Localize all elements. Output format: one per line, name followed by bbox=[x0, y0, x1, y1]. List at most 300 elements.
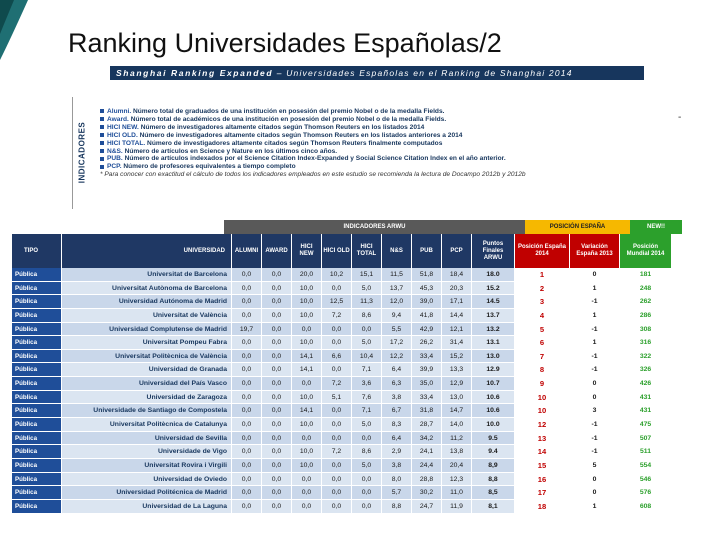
table-row bbox=[12, 500, 682, 514]
cell-tipo: Pública bbox=[12, 459, 62, 473]
cell-alumni: 0,0 bbox=[232, 500, 262, 514]
cell-pos-mundial: 546 bbox=[620, 473, 672, 487]
cell-tipo: Pública bbox=[12, 295, 62, 309]
cell-ns: 6,4 bbox=[382, 363, 412, 377]
cell-hici-old: 0,0 bbox=[322, 282, 352, 296]
legend-text: Número de investigadores altamente citados según Thomson Reuters en los listados anteriores a 2014 bbox=[137, 131, 463, 139]
cell-pub: 35,0 bbox=[412, 377, 442, 391]
cell-ns: 3,8 bbox=[382, 459, 412, 473]
legend-text: Número de investigadores altamente citados según Thomson Reuters finalmente computados bbox=[145, 139, 443, 147]
table-row bbox=[12, 486, 682, 500]
legend-bullet-icon bbox=[100, 141, 104, 145]
legend-side-text: INDICADORES bbox=[77, 121, 87, 184]
table-row bbox=[12, 377, 682, 391]
legend-bullet-icon bbox=[100, 157, 104, 161]
col-header-pos-mundial: Posición Mundial 2014 bbox=[620, 234, 672, 268]
cell-hici-total: 8,6 bbox=[352, 445, 382, 459]
banner-subtitle-text: – Universidades Españolas en el Ranking de Shanghai 2014 bbox=[273, 68, 573, 78]
cell-alumni: 0,0 bbox=[232, 350, 262, 364]
cell-ns: 6,4 bbox=[382, 432, 412, 446]
cell-pos-mundial: 181 bbox=[620, 268, 672, 282]
cell-puntos: 9.4 bbox=[472, 445, 515, 459]
cell-puntos: 10.0 bbox=[472, 418, 515, 432]
cell-pcp: 13,3 bbox=[442, 363, 472, 377]
col-header-puntos: Puntos Finales ARWU bbox=[472, 234, 515, 268]
cell-ns: 13,7 bbox=[382, 282, 412, 296]
cell-pub: 33,4 bbox=[412, 350, 442, 364]
table-row bbox=[12, 323, 682, 337]
cell-hici-new: 14,1 bbox=[292, 404, 322, 418]
cell-hici-total: 7,1 bbox=[352, 363, 382, 377]
cell-hici-total: 10,4 bbox=[352, 350, 382, 364]
legend-text: Número de profesores equivalentes a tiempo completo bbox=[121, 163, 296, 171]
cell-pos-mundial: 608 bbox=[620, 500, 672, 514]
cell-pos-espana: 10 bbox=[515, 391, 570, 405]
col-header-pub: PUB bbox=[412, 234, 442, 268]
cell-puntos: 12.9 bbox=[472, 363, 515, 377]
cell-pos-espana: 1 bbox=[515, 268, 570, 282]
cell-pos-espana: 5 bbox=[515, 323, 570, 337]
cell-hici-old: 0,0 bbox=[322, 500, 352, 514]
legend-item bbox=[100, 155, 580, 163]
legend-text: Número total de graduados de una institución en posesión del premio Nobel o de la medalla Fields. bbox=[131, 108, 445, 115]
cell-pcp: 13,8 bbox=[442, 445, 472, 459]
cell-tipo: Pública bbox=[12, 323, 62, 337]
cell-tipo: Pública bbox=[12, 309, 62, 323]
cell-pos-espana: 18 bbox=[515, 500, 570, 514]
cell-hici-old: 0,0 bbox=[322, 432, 352, 446]
cell-puntos: 13.1 bbox=[472, 336, 515, 350]
cell-pcp: 14,0 bbox=[442, 418, 472, 432]
table-row bbox=[12, 350, 682, 364]
cell-award: 0,0 bbox=[262, 459, 292, 473]
cell-puntos: 8,9 bbox=[472, 459, 515, 473]
cell-pub: 26,2 bbox=[412, 336, 442, 350]
slide-corner-decoration bbox=[0, 0, 40, 70]
legend-note: * Para conocer con exactitud el cálculo de todos los indicadores empleados en este estudio se recomienda la lectura de Docampo 2012b y 2012b bbox=[100, 171, 526, 179]
cell-puntos: 10.6 bbox=[472, 404, 515, 418]
cell-puntos: 13.2 bbox=[472, 323, 515, 337]
cell-pub: 34,2 bbox=[412, 432, 442, 446]
cell-alumni: 0,0 bbox=[232, 377, 262, 391]
cell-award: 0,0 bbox=[262, 268, 292, 282]
cell-variacion: 0 bbox=[570, 391, 620, 405]
legend-item bbox=[100, 140, 580, 148]
cell-hici-new: 20,0 bbox=[292, 268, 322, 282]
cell-universidad: Universidade de Santiago de Compostela bbox=[62, 404, 232, 418]
cell-variacion: 0 bbox=[570, 377, 620, 391]
cell-award: 0,0 bbox=[262, 323, 292, 337]
cell-pos-espana: 15 bbox=[515, 459, 570, 473]
cell-pos-mundial: 322 bbox=[620, 350, 672, 364]
cell-universidad: Universitat de Barcelona bbox=[62, 268, 232, 282]
col-header-hici-total: HICI TOTAL bbox=[352, 234, 382, 268]
cell-alumni: 0,0 bbox=[232, 445, 262, 459]
cell-universidad: Universitat Autònoma de Barcelona bbox=[62, 282, 232, 296]
cell-pos-mundial: 316 bbox=[620, 336, 672, 350]
cell-ns: 5,7 bbox=[382, 486, 412, 500]
cell-universidad: Universidad de Sevilla bbox=[62, 432, 232, 446]
cell-alumni: 0,0 bbox=[232, 418, 262, 432]
table-row bbox=[12, 391, 682, 405]
cell-alumni: 0,0 bbox=[232, 404, 262, 418]
table-row bbox=[12, 445, 682, 459]
table-row bbox=[12, 295, 682, 309]
table-row bbox=[12, 268, 682, 282]
cell-pos-espana: 12 bbox=[515, 418, 570, 432]
cell-pos-mundial: 426 bbox=[620, 377, 672, 391]
cell-hici-new: 10,0 bbox=[292, 459, 322, 473]
col-header-pcp: PCP bbox=[442, 234, 472, 268]
cell-hici-new: 10,0 bbox=[292, 391, 322, 405]
group-header-new: NEW!! bbox=[630, 220, 682, 234]
cell-hici-old: 0,0 bbox=[322, 486, 352, 500]
cell-hici-old: 0,0 bbox=[322, 459, 352, 473]
col-header-universidad: UNIVERSIDAD bbox=[62, 234, 232, 268]
cell-pos-mundial: 431 bbox=[620, 391, 672, 405]
cell-hici-total: 0,0 bbox=[352, 432, 382, 446]
legend-key: HICI NEW. bbox=[107, 123, 139, 131]
cell-pcp: 13,0 bbox=[442, 391, 472, 405]
legend-bullet-icon bbox=[100, 149, 104, 153]
cell-alumni: 0,0 bbox=[232, 486, 262, 500]
group-header-indicadores: INDICADORES ARWU bbox=[224, 220, 525, 234]
dash-mark: - bbox=[678, 112, 682, 123]
cell-alumni: 0,0 bbox=[232, 309, 262, 323]
cell-hici-total: 0,0 bbox=[352, 500, 382, 514]
legend-bullet-icon bbox=[100, 133, 104, 137]
cell-hici-old: 0,0 bbox=[322, 323, 352, 337]
cell-universidad: Universitat Politècnica de València bbox=[62, 350, 232, 364]
legend-item bbox=[100, 148, 580, 156]
cell-pos-mundial: 554 bbox=[620, 459, 672, 473]
cell-hici-new: 10,0 bbox=[292, 282, 322, 296]
cell-puntos: 13.0 bbox=[472, 350, 515, 364]
cell-pub: 45,3 bbox=[412, 282, 442, 296]
legend-list bbox=[100, 108, 580, 179]
legend-key: PCP. bbox=[107, 163, 122, 171]
cell-award: 0,0 bbox=[262, 309, 292, 323]
banner-main-text: Shanghai Ranking Expanded bbox=[116, 68, 274, 78]
cell-alumni: 0,0 bbox=[232, 363, 262, 377]
cell-ns: 6,7 bbox=[382, 404, 412, 418]
cell-pos-espana: 14 bbox=[515, 445, 570, 459]
cell-pcp: 11,0 bbox=[442, 486, 472, 500]
cell-universidad: Universidad de Oviedo bbox=[62, 473, 232, 487]
cell-alumni: 0,0 bbox=[232, 268, 262, 282]
cell-puntos: 13.7 bbox=[472, 309, 515, 323]
cell-pos-mundial: 475 bbox=[620, 418, 672, 432]
col-header-hici-new: HICI NEW bbox=[292, 234, 322, 268]
legend-key: HICI TOTAL. bbox=[107, 139, 146, 147]
cell-ns: 12,2 bbox=[382, 350, 412, 364]
table-row bbox=[12, 459, 682, 473]
cell-tipo: Pública bbox=[12, 432, 62, 446]
cell-universidad: Universitat Politècnica de Catalunya bbox=[62, 418, 232, 432]
cell-tipo: Pública bbox=[12, 282, 62, 296]
cell-universidad: Universidade de Vigo bbox=[62, 445, 232, 459]
cell-variacion: 0 bbox=[570, 473, 620, 487]
cell-alumni: 19,7 bbox=[232, 323, 262, 337]
cell-pos-espana: 2 bbox=[515, 282, 570, 296]
legend-bullet-icon bbox=[100, 109, 104, 113]
cell-tipo: Pública bbox=[12, 418, 62, 432]
cell-hici-old: 7,2 bbox=[322, 377, 352, 391]
ranking-banner bbox=[110, 66, 644, 80]
legend-item bbox=[100, 108, 580, 116]
cell-ns: 6,3 bbox=[382, 377, 412, 391]
cell-hici-total: 3,6 bbox=[352, 377, 382, 391]
cell-pcp: 12,9 bbox=[442, 377, 472, 391]
cell-universidad: Universidad de Granada bbox=[62, 363, 232, 377]
cell-ns: 8,3 bbox=[382, 418, 412, 432]
cell-pub: 39,9 bbox=[412, 363, 442, 377]
cell-pub: 24,1 bbox=[412, 445, 442, 459]
cell-puntos: 8,1 bbox=[472, 500, 515, 514]
cell-hici-old: 6,6 bbox=[322, 350, 352, 364]
cell-pos-espana: 9 bbox=[515, 377, 570, 391]
cell-puntos: 8,5 bbox=[472, 486, 515, 500]
legend-key: N&S. bbox=[107, 147, 123, 155]
legend-text: Número de artículos indexados por el Science Citation Index-Expanded y Social Science Citation Index en el año anterior. bbox=[122, 155, 506, 163]
cell-pub: 30,2 bbox=[412, 486, 442, 500]
cell-universidad: Universitat Rovira i Virgili bbox=[62, 459, 232, 473]
cell-hici-old: 5,1 bbox=[322, 391, 352, 405]
legend-text: Número de investigadores altamente citados según Thomson Reuters en los listados 2014 bbox=[138, 123, 425, 131]
cell-hici-new: 14,1 bbox=[292, 363, 322, 377]
cell-pub: 41,8 bbox=[412, 309, 442, 323]
cell-pos-mundial: 511 bbox=[620, 445, 672, 459]
cell-tipo: Pública bbox=[12, 363, 62, 377]
cell-pos-espana: 13 bbox=[515, 432, 570, 446]
legend-key: HICI OLD. bbox=[107, 131, 138, 139]
col-header-variacion: Variación España 2013 bbox=[570, 234, 620, 268]
legend-key: PUB. bbox=[107, 155, 123, 163]
cell-alumni: 0,0 bbox=[232, 432, 262, 446]
cell-pos-mundial: 308 bbox=[620, 323, 672, 337]
cell-award: 0,0 bbox=[262, 473, 292, 487]
cell-award: 0,0 bbox=[262, 295, 292, 309]
cell-hici-total: 7,6 bbox=[352, 391, 382, 405]
cell-universidad: Universitat Pompeu Fabra bbox=[62, 336, 232, 350]
cell-pcp: 31,4 bbox=[442, 336, 472, 350]
cell-ns: 11,5 bbox=[382, 268, 412, 282]
table-row bbox=[12, 473, 682, 487]
cell-universidad: Universidad de Zaragoza bbox=[62, 391, 232, 405]
cell-hici-new: 0,0 bbox=[292, 432, 322, 446]
legend-side-label bbox=[74, 110, 88, 200]
cell-award: 0,0 bbox=[262, 418, 292, 432]
table-row bbox=[12, 336, 682, 350]
cell-hici-total: 0,0 bbox=[352, 486, 382, 500]
cell-hici-total: 5,0 bbox=[352, 418, 382, 432]
cell-universidad: Universidad Politécnica de Madrid bbox=[62, 486, 232, 500]
cell-hici-total: 0,0 bbox=[352, 473, 382, 487]
col-header-hici-old: HICI OLD bbox=[322, 234, 352, 268]
column-header-row bbox=[12, 234, 682, 268]
col-header-alumni: ALUMNI bbox=[232, 234, 262, 268]
cell-award: 0,0 bbox=[262, 282, 292, 296]
cell-variacion: -1 bbox=[570, 418, 620, 432]
cell-hici-old: 0,0 bbox=[322, 418, 352, 432]
cell-alumni: 0,0 bbox=[232, 282, 262, 296]
table-row bbox=[12, 432, 682, 446]
col-header-award: AWARD bbox=[262, 234, 292, 268]
cell-alumni: 0,0 bbox=[232, 473, 262, 487]
cell-puntos: 9.5 bbox=[472, 432, 515, 446]
cell-tipo: Pública bbox=[12, 391, 62, 405]
cell-universidad: Universidad Complutense de Madrid bbox=[62, 323, 232, 337]
table-row bbox=[12, 404, 682, 418]
legend-bullet-icon bbox=[100, 125, 104, 129]
cell-hici-old: 0,0 bbox=[322, 473, 352, 487]
legend-item bbox=[100, 132, 580, 140]
col-header-ns: N&S bbox=[382, 234, 412, 268]
table-body bbox=[12, 268, 682, 514]
cell-hici-old: 7,2 bbox=[322, 309, 352, 323]
cell-pos-mundial: 507 bbox=[620, 432, 672, 446]
cell-pos-mundial: 286 bbox=[620, 309, 672, 323]
cell-ns: 8,0 bbox=[382, 473, 412, 487]
cell-pcp: 20,4 bbox=[442, 459, 472, 473]
group-header-row bbox=[12, 220, 682, 234]
cell-award: 0,0 bbox=[262, 486, 292, 500]
legend-item bbox=[100, 116, 580, 124]
legend-text: Número total de académicos de una institución en posesión del premio Nobel o de la medalla Fields. bbox=[128, 115, 447, 123]
col-header-pos-espana: Posición España 2014 bbox=[515, 234, 570, 268]
cell-hici-new: 0,0 bbox=[292, 486, 322, 500]
cell-pos-espana: 6 bbox=[515, 336, 570, 350]
cell-variacion: 1 bbox=[570, 500, 620, 514]
cell-pos-espana: 10 bbox=[515, 404, 570, 418]
cell-universidad: Universidad del País Vasco bbox=[62, 377, 232, 391]
cell-award: 0,0 bbox=[262, 377, 292, 391]
cell-pos-mundial: 326 bbox=[620, 363, 672, 377]
group-header-blank bbox=[12, 220, 224, 234]
cell-award: 0,0 bbox=[262, 500, 292, 514]
cell-tipo: Pública bbox=[12, 500, 62, 514]
cell-pos-mundial: 248 bbox=[620, 282, 672, 296]
cell-hici-total: 15,1 bbox=[352, 268, 382, 282]
cell-puntos: 8,8 bbox=[472, 473, 515, 487]
cell-pub: 33,4 bbox=[412, 391, 442, 405]
cell-award: 0,0 bbox=[262, 445, 292, 459]
cell-hici-new: 0,0 bbox=[292, 377, 322, 391]
cell-tipo: Pública bbox=[12, 268, 62, 282]
cell-variacion: -1 bbox=[570, 350, 620, 364]
legend-key: Award. bbox=[107, 115, 129, 123]
cell-variacion: -1 bbox=[570, 363, 620, 377]
cell-tipo: Pública bbox=[12, 377, 62, 391]
cell-hici-old: 10,2 bbox=[322, 268, 352, 282]
cell-hici-total: 5,0 bbox=[352, 336, 382, 350]
legend-bullet-icon bbox=[100, 117, 104, 121]
cell-universidad: Universidad de La Laguna bbox=[62, 500, 232, 514]
legend-bullet-icon bbox=[100, 165, 104, 169]
cell-pub: 24,7 bbox=[412, 500, 442, 514]
cell-ns: 3,8 bbox=[382, 391, 412, 405]
cell-hici-new: 10,0 bbox=[292, 336, 322, 350]
legend-text: Número de artículos en Science y Nature en los últimos cinco años. bbox=[122, 147, 338, 155]
cell-award: 0,0 bbox=[262, 363, 292, 377]
cell-hici-total: 7,1 bbox=[352, 404, 382, 418]
cell-award: 0,0 bbox=[262, 391, 292, 405]
cell-pub: 24,4 bbox=[412, 459, 442, 473]
cell-pos-espana: 7 bbox=[515, 350, 570, 364]
cell-alumni: 0,0 bbox=[232, 336, 262, 350]
cell-hici-total: 8,6 bbox=[352, 309, 382, 323]
cell-pub: 28,8 bbox=[412, 473, 442, 487]
cell-pos-espana: 17 bbox=[515, 486, 570, 500]
cell-ns: 5,5 bbox=[382, 323, 412, 337]
ranking-table bbox=[12, 220, 682, 514]
cell-variacion: -1 bbox=[570, 445, 620, 459]
cell-tipo: Pública bbox=[12, 486, 62, 500]
col-header-tipo: TIPO bbox=[12, 234, 62, 268]
cell-pcp: 12,3 bbox=[442, 473, 472, 487]
cell-hici-total: 11,3 bbox=[352, 295, 382, 309]
cell-tipo: Pública bbox=[12, 445, 62, 459]
cell-pos-mundial: 431 bbox=[620, 404, 672, 418]
cell-universidad: Universitat de València bbox=[62, 309, 232, 323]
cell-pcp: 20,3 bbox=[442, 282, 472, 296]
cell-puntos: 18.0 bbox=[472, 268, 515, 282]
cell-award: 0,0 bbox=[262, 432, 292, 446]
group-header-posicion: POSICIÓN ESPAÑA bbox=[525, 220, 630, 234]
cell-puntos: 10.7 bbox=[472, 377, 515, 391]
table-row bbox=[12, 363, 682, 377]
cell-puntos: 14.5 bbox=[472, 295, 515, 309]
cell-pcp: 14,4 bbox=[442, 309, 472, 323]
cell-ns: 8,8 bbox=[382, 500, 412, 514]
cell-pos-espana: 8 bbox=[515, 363, 570, 377]
cell-tipo: Pública bbox=[12, 473, 62, 487]
cell-pos-espana: 16 bbox=[515, 473, 570, 487]
cell-alumni: 0,0 bbox=[232, 459, 262, 473]
cell-puntos: 15.2 bbox=[472, 282, 515, 296]
cell-alumni: 0,0 bbox=[232, 391, 262, 405]
cell-hici-new: 10,0 bbox=[292, 295, 322, 309]
cell-award: 0,0 bbox=[262, 336, 292, 350]
cell-pub: 31,8 bbox=[412, 404, 442, 418]
cell-variacion: 3 bbox=[570, 404, 620, 418]
table-row bbox=[12, 418, 682, 432]
cell-universidad: Universidad Autónoma de Madrid bbox=[62, 295, 232, 309]
cell-pcp: 11,2 bbox=[442, 432, 472, 446]
cell-pub: 39,0 bbox=[412, 295, 442, 309]
page-title: Ranking Universidades Españolas/2 bbox=[68, 28, 502, 58]
cell-variacion: -1 bbox=[570, 432, 620, 446]
legend-item bbox=[100, 163, 580, 171]
cell-hici-old: 7,2 bbox=[322, 445, 352, 459]
cell-variacion: 0 bbox=[570, 268, 620, 282]
cell-hici-total: 0,0 bbox=[352, 323, 382, 337]
cell-puntos: 10.6 bbox=[472, 391, 515, 405]
cell-hici-new: 0,0 bbox=[292, 323, 322, 337]
cell-pub: 51,8 bbox=[412, 268, 442, 282]
cell-hici-old: 0,0 bbox=[322, 363, 352, 377]
cell-pcp: 12,1 bbox=[442, 323, 472, 337]
cell-pcp: 15,2 bbox=[442, 350, 472, 364]
cell-hici-old: 0,0 bbox=[322, 336, 352, 350]
cell-hici-new: 10,0 bbox=[292, 445, 322, 459]
cell-pos-mundial: 576 bbox=[620, 486, 672, 500]
cell-hici-total: 5,0 bbox=[352, 282, 382, 296]
cell-ns: 12,0 bbox=[382, 295, 412, 309]
legend-key: Alumni. bbox=[107, 108, 132, 115]
cell-hici-new: 10,0 bbox=[292, 309, 322, 323]
cell-pcp: 17,1 bbox=[442, 295, 472, 309]
